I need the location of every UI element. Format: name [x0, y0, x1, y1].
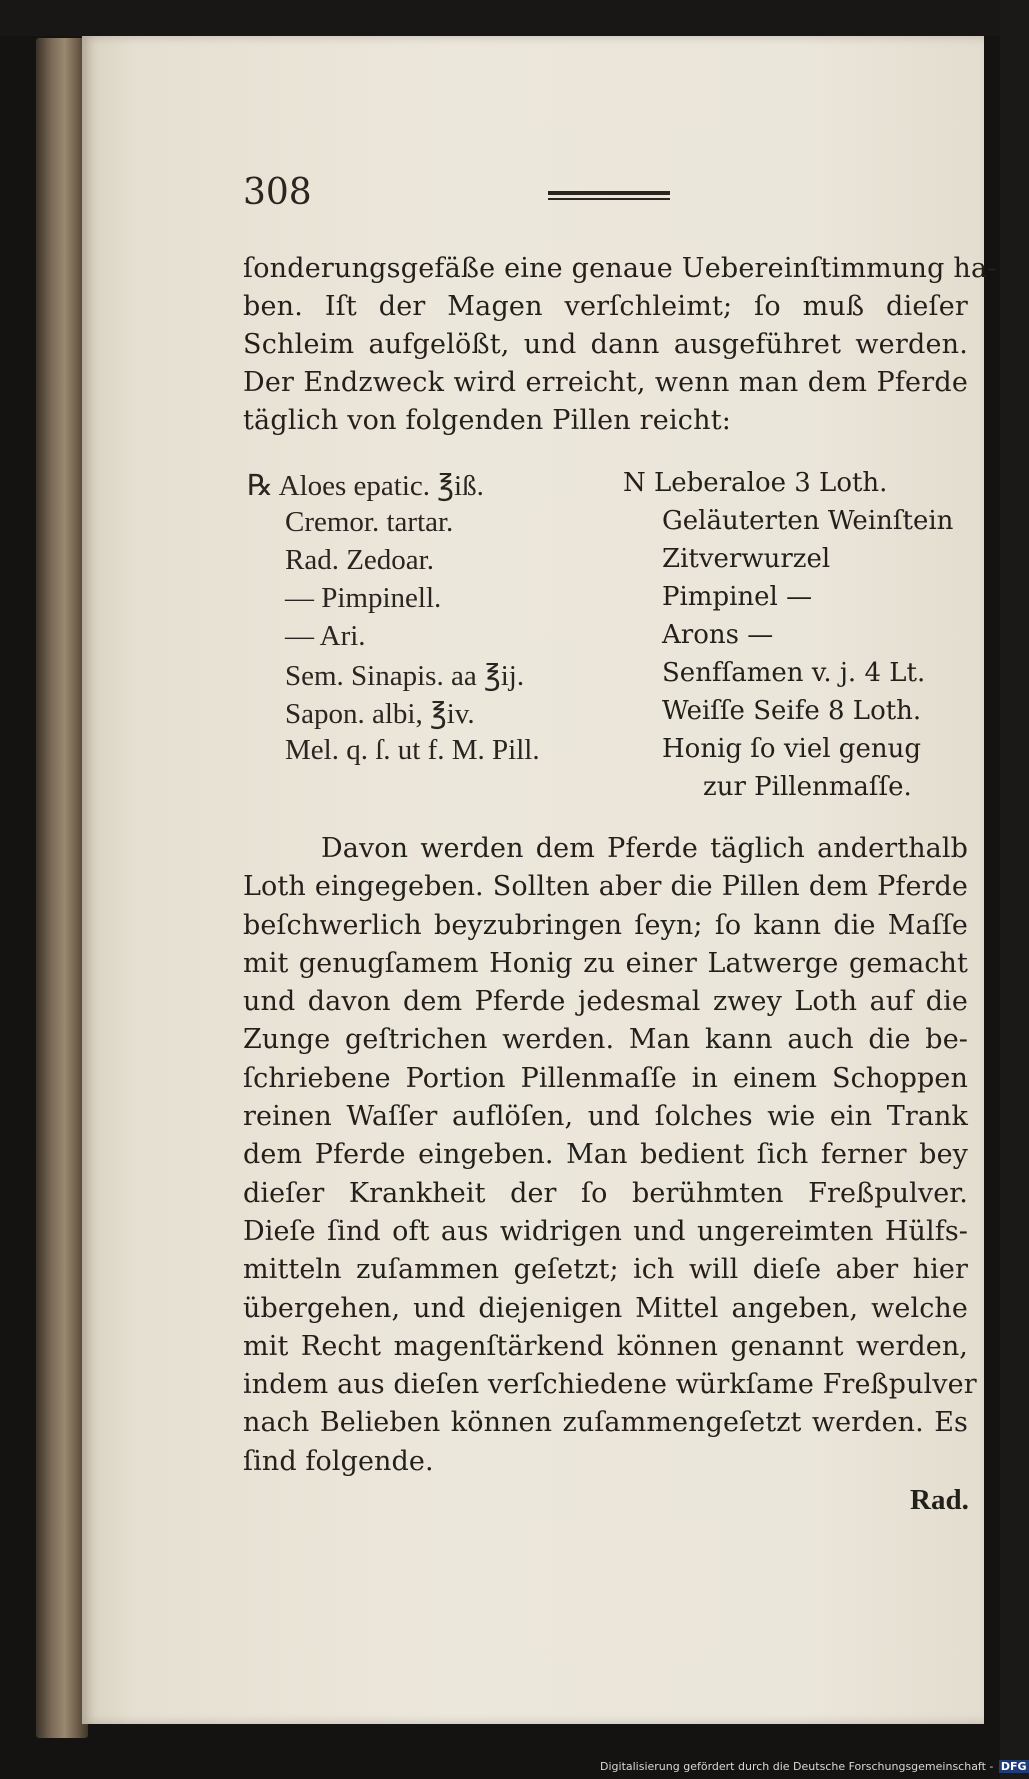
text-line: dieſer Krankheit der ſo berühmten Freßpulver. [243, 1177, 968, 1209]
text-line: ſind folgende. [243, 1445, 434, 1477]
text-line: mitteln zuſammen geſetzt; ich will dieſe aber hier [243, 1254, 968, 1286]
text-line: Davon werden dem Pferde täglich anderthalb [321, 833, 968, 864]
text-line: Schleim aufgelößt, und dann ausgeführet werden. [243, 329, 968, 360]
text-line: reinen Waſſer auflöſen, und ſolches wie ein Trank [243, 1101, 968, 1133]
recipe-german: Weiſſe Seife 8 Loth. [662, 696, 922, 726]
recipe-latin: Mel. q. ſ. ut f. M. Pill. [285, 734, 540, 766]
page-number: 308 [243, 172, 312, 213]
header-rule [548, 191, 670, 195]
text-line: indem aus dieſen verſchiedene würkſame Freßpulver [243, 1369, 977, 1401]
text-line: nach Belieben können zuſammengeſetzt werden. Es [243, 1407, 968, 1439]
recipe-latin: Sapon. albi, ℥iv. [285, 698, 475, 730]
footer-text: Digitalisierung gefördert durch die Deutsche Forschungsgemeinschaft - [600, 1760, 994, 1773]
recipe-latin: Rad. Zedoar. [285, 544, 434, 576]
recipe-german: Pimpinel — [662, 582, 813, 612]
text-line: ſonderungsgefäße eine genaue Uebereinſtimmung ha- [243, 253, 997, 284]
top-edge [0, 0, 1000, 36]
recipe-row [247, 772, 972, 810]
recipe-row [247, 734, 972, 772]
text-line: täglich von folgenden Pillen reicht: [243, 405, 732, 436]
text-line: mit genugſamem Honig zu einer Latwerge gemacht [243, 947, 968, 979]
recipe-row [247, 506, 972, 544]
footer-credit [600, 1760, 1029, 1773]
paragraph-2 [243, 830, 977, 1481]
text-line: ſchriebene Portion Pillenmaſſe in einem Schoppen [243, 1062, 968, 1094]
text-line: Der Endzweck wird erreicht, wenn man dem Pferde [243, 367, 968, 398]
text-line: und davon dem Pferde jedesmal zwey Loth auf die [243, 986, 968, 1018]
recipe-row [247, 582, 972, 620]
text-line: mit Recht magenſtärkend können genannt werden, [243, 1330, 968, 1362]
dfg-logo: DFG [1000, 1760, 1027, 1773]
text-line: dem Pferde eingeben. Man bedient ſich ferner bey [243, 1139, 968, 1171]
text-line: beſchwerlich beyzubringen ſeyn; ſo kann die Maſſe [243, 909, 968, 941]
text-line: Zunge geſtrichen werden. Man kann auch die be- [243, 1024, 968, 1056]
recipe-german: Zitverwurzel [662, 544, 831, 574]
paragraph-1 [243, 250, 997, 440]
recipe-latin: Sem. Sinapis. aa ℥ij. [285, 660, 525, 692]
recipe-german: Geläuterten Weinſtein [662, 506, 954, 536]
recipe-row [247, 696, 972, 734]
text-line: ben. Iſt der Magen verſchleimt; ſo muß dieſer [243, 291, 968, 322]
text-line: Loth eingegeben. Sollten aber die Pillen dem Pferde [243, 871, 968, 903]
recipe-german: Honig ſo viel genug [662, 734, 921, 764]
recipe-latin: ℞ Aloes epatic. ℥iß. [247, 470, 484, 502]
recipe-row [247, 620, 972, 658]
recipe-latin: — Ari. [285, 620, 366, 652]
recipe-latin: — Pimpinell. [285, 582, 442, 614]
recipe-row [247, 468, 972, 506]
recipe-german: zur Pillenmaſſe. [703, 772, 912, 802]
text-line: übergehen, und diejenigen Mittel angeben, welche [243, 1292, 968, 1324]
header-rule-thin [548, 198, 670, 200]
recipe-row [247, 658, 972, 696]
recipe-latin: Cremor. tartar. [285, 506, 454, 538]
recipe-german: Senfſamen v. j. 4 Lt. [662, 658, 926, 688]
catchword: Rad. [910, 1484, 969, 1516]
recipe-row [247, 544, 972, 582]
recipe-german: N Leberaloe 3 Loth. [623, 468, 888, 498]
text-line: Dieſe ſind oft aus widrigen und ungereimten Hülfs- [243, 1215, 968, 1247]
recipe-german: Arons — [662, 620, 774, 650]
book-spine [36, 38, 88, 1738]
